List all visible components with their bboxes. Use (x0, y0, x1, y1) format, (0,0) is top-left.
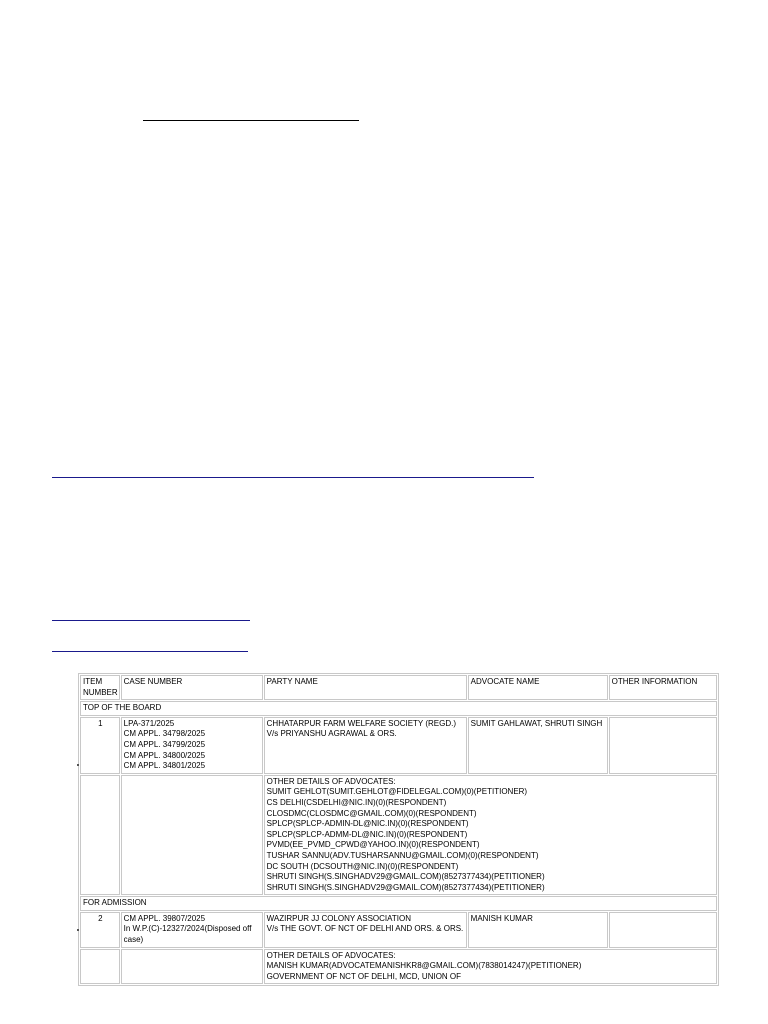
underline-link-2[interactable] (52, 477, 534, 478)
advocate-name: MANISH KUMAR (468, 912, 608, 948)
col-header-party-name: PARTY NAME (264, 675, 467, 700)
advocate-detail: MANISH KUMAR(ADVOCATEMANISHKR8@GMAIL.COM)(7838014247)(PETITIONER) (266, 961, 582, 971)
col-header-case-number: CASE NUMBER (121, 675, 263, 700)
other-information (609, 912, 717, 948)
advocate-detail: SHRUTI SINGH(S.SINGHADV29@GMAIL.COM)(8527377434)(PETITIONER) (266, 872, 545, 882)
respondent-name: V/s THE GOVT. OF NCT OF DELHI AND ORS. & ORS. (266, 924, 464, 934)
case-number-cell (121, 717, 263, 774)
row-marker (77, 764, 79, 766)
empty-cell (121, 775, 263, 896)
advocate-detail: CS DELHI(CSDELHI@NIC.IN)(0)(RESPONDENT) (266, 797, 447, 807)
advocate-details-title: OTHER DETAILS OF ADVOCATES: (266, 776, 396, 786)
advocate-detail: PVMD(EE_PVMD_CPWD@YAHOO.IN)(0)(RESPONDENT) (266, 840, 480, 850)
other-information (609, 717, 717, 774)
table-row-details (80, 949, 717, 985)
section-title: FOR ADMISSION (80, 896, 717, 911)
advocate-detail: SPLCP(SPLCP-ADMM-DL@NIC.IN)(0)(RESPONDENT) (266, 829, 468, 839)
section-row (80, 896, 717, 911)
col-header-other-information: OTHER INFORMATION (609, 675, 717, 700)
empty-cell (80, 775, 120, 896)
table-row (80, 912, 717, 948)
empty-cell (121, 949, 263, 985)
case-number-cell (121, 912, 263, 948)
underline-link-3[interactable] (52, 620, 250, 621)
advocate-details-cell (264, 775, 717, 896)
advocate-detail: SPLCP(SPLCP-ADMIN-DL@NIC.IN)(0)(RESPONDENT) (266, 819, 469, 829)
advocate-detail: GOVERNMENT OF NCT OF DELHI, MCD, UNION OF (266, 971, 462, 981)
underline-link-1[interactable] (143, 120, 359, 121)
empty-cell (80, 949, 120, 985)
cause-list-table (78, 673, 719, 986)
case-number: CM APPL. 34799/2025 (123, 739, 206, 749)
case-number: LPA-371/2025 (123, 718, 175, 728)
advocate-detail: DC SOUTH (DCSOUTH@NIC.IN)(0)(RESPONDENT) (266, 861, 459, 871)
case-number: CM APPL. 39807/2025 (123, 913, 206, 923)
advocate-detail: SHRUTI SINGH(S.SINGHADV29@GMAIL.COM)(8527377434)(PETITIONER) (266, 882, 545, 892)
advocate-detail: CLOSDMC(CLOSDMC@GMAIL.COM)(0)(RESPONDENT) (266, 808, 477, 818)
section-row (80, 701, 717, 716)
row-marker (77, 929, 79, 931)
section-title: TOP OF THE BOARD (80, 701, 717, 716)
table-row (80, 717, 717, 774)
party-name-cell (264, 717, 467, 774)
petitioner-name: WAZIRPUR JJ COLONY ASSOCIATION (266, 913, 411, 923)
case-number: In W.P.(C)-12327/2024(Disposed off case) (123, 924, 252, 945)
advocate-details-title: OTHER DETAILS OF ADVOCATES: (266, 950, 396, 960)
table-row-details (80, 775, 717, 896)
item-number: 2 (80, 912, 120, 948)
col-header-item-number: ITEM NUMBER (80, 675, 120, 700)
party-name-cell (264, 912, 467, 948)
case-number: CM APPL. 34801/2025 (123, 761, 206, 771)
advocate-details-cell (264, 949, 717, 985)
case-number: CM APPL. 34798/2025 (123, 729, 206, 739)
case-number: CM APPL. 34800/2025 (123, 750, 206, 760)
col-header-advocate-name: ADVOCATE NAME (468, 675, 608, 700)
header-row (80, 675, 717, 700)
petitioner-name: CHHATARPUR FARM WELFARE SOCIETY (REGD.) (266, 718, 457, 728)
advocate-detail: TUSHAR SANNU(ADV.TUSHARSANNU@GMAIL.COM)(0)(RESPONDENT) (266, 850, 539, 860)
underline-link-4[interactable] (52, 651, 248, 652)
respondent-name: V/s PRIYANSHU AGRAWAL & ORS. (266, 729, 397, 739)
item-number: 1 (80, 717, 120, 774)
advocate-detail: SUMIT GEHLOT(SUMIT.GEHLOT@FIDELEGAL.COM)(0)(PETITIONER) (266, 787, 528, 797)
advocate-name: SUMIT GAHLAWAT, SHRUTI SINGH (468, 717, 608, 774)
